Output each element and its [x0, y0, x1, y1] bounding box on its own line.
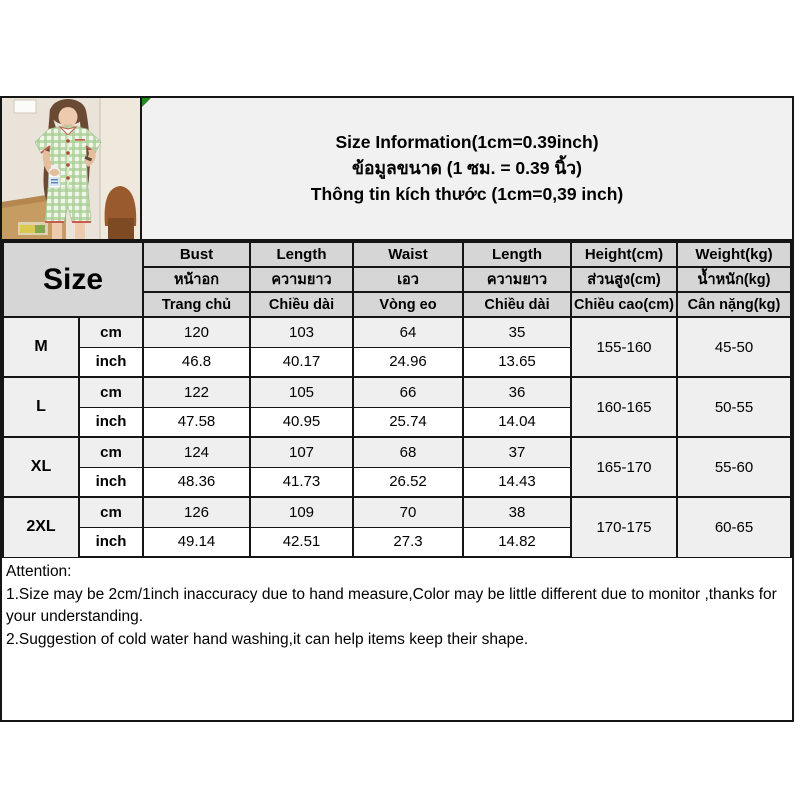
size-label-xl: XL	[3, 437, 79, 497]
cell-value: 41.73	[250, 467, 353, 497]
green-corner-marker-icon	[142, 98, 151, 107]
attention-note	[2, 558, 792, 651]
col-bust-en: Bust	[143, 242, 250, 267]
title-block	[142, 98, 792, 239]
unit-label: cm	[79, 317, 143, 347]
cell-value: 47.58	[143, 407, 250, 437]
weight-range-l: 50-55	[677, 377, 791, 437]
col-waist-vi: Vòng eo	[353, 292, 463, 317]
cell-value: 24.96	[353, 347, 463, 377]
cell-value: 38	[463, 497, 571, 527]
attention-line-2: 2.Suggestion of cold water hand washing,it can help items keep their shape.	[6, 630, 529, 648]
cell-value: 107	[250, 437, 353, 467]
cell-value: 42.51	[250, 527, 353, 557]
unit-label: inch	[79, 527, 143, 557]
size-table	[2, 241, 792, 558]
top-row	[2, 98, 792, 241]
col-height-th: ส่วนสูง(cm)	[571, 267, 677, 292]
title-thai: ข้อมูลขนาด (1 ซม. = 0.39 นิ้ว)	[352, 157, 582, 178]
col-length-vi: Chiều dài	[250, 292, 353, 317]
cell-value: 14.04	[463, 407, 571, 437]
cell-value: 49.14	[143, 527, 250, 557]
col-length-th: ความยาว	[250, 267, 353, 292]
product-photo	[2, 98, 142, 239]
size-header: Size	[3, 242, 143, 317]
cell-value: 105	[250, 377, 353, 407]
unit-label: inch	[79, 347, 143, 377]
cell-value: 66	[353, 377, 463, 407]
cell-value: 27.3	[353, 527, 463, 557]
size-label-m: M	[3, 317, 79, 377]
col-height-en: Height(cm)	[571, 242, 677, 267]
cell-value: 64	[353, 317, 463, 347]
cell-value: 126	[143, 497, 250, 527]
col-weight-en: Weight(kg)	[677, 242, 791, 267]
cell-value: 120	[143, 317, 250, 347]
cell-value: 109	[250, 497, 353, 527]
cell-value: 40.95	[250, 407, 353, 437]
weight-range-xl: 55-60	[677, 437, 791, 497]
col-waist-en: Waist	[353, 242, 463, 267]
col-weight-th: น้ำหนัก(kg)	[677, 267, 791, 292]
col-height-vi: Chiều cao(cm)	[571, 292, 677, 317]
size-label-l: L	[3, 377, 79, 437]
unit-label: inch	[79, 407, 143, 437]
cell-value: 26.52	[353, 467, 463, 497]
col-length2-en: Length	[463, 242, 571, 267]
cell-value: 37	[463, 437, 571, 467]
content-box	[0, 96, 794, 722]
title-vietnamese: Thông tin kích thước (1cm=0,39 inch)	[310, 184, 624, 205]
table-row-l-cm	[3, 377, 791, 407]
cell-value: 48.36	[143, 467, 250, 497]
unit-label: inch	[79, 467, 143, 497]
cell-value: 70	[353, 497, 463, 527]
col-length2-vi: Chiều dài	[463, 292, 571, 317]
header-row-english	[3, 242, 791, 267]
size-label-2xl: 2XL	[3, 497, 79, 557]
cell-value: 14.82	[463, 527, 571, 557]
height-range-m: 155-160	[571, 317, 677, 377]
table-row-2xl-cm	[3, 497, 791, 527]
col-bust-vi: Trang chủ	[143, 292, 250, 317]
unit-label: cm	[79, 497, 143, 527]
height-range-2xl: 170-175	[571, 497, 677, 557]
col-weight-vi: Cân nặng(kg)	[677, 292, 791, 317]
col-waist-th: เอว	[353, 267, 463, 292]
unit-label: cm	[79, 437, 143, 467]
table-row-m-cm	[3, 317, 791, 347]
col-length2-th: ความยาว	[463, 267, 571, 292]
col-bust-th: หน้าอก	[143, 267, 250, 292]
title-english: Size Information(1cm=0.39inch)	[335, 131, 599, 152]
cell-value: 122	[143, 377, 250, 407]
weight-range-2xl: 60-65	[677, 497, 791, 557]
cell-value: 13.65	[463, 347, 571, 377]
cell-value: 14.43	[463, 467, 571, 497]
attention-heading: Attention:	[6, 563, 72, 580]
pajama-model-illustration	[2, 98, 142, 239]
cell-value: 25.74	[353, 407, 463, 437]
weight-range-m: 45-50	[677, 317, 791, 377]
table-row-xl-cm	[3, 437, 791, 467]
cell-value: 40.17	[250, 347, 353, 377]
height-range-l: 160-165	[571, 377, 677, 437]
height-range-xl: 165-170	[571, 437, 677, 497]
cell-value: 35	[463, 317, 571, 347]
col-length-en: Length	[250, 242, 353, 267]
unit-label: cm	[79, 377, 143, 407]
cell-value: 36	[463, 377, 571, 407]
cell-value: 124	[143, 437, 250, 467]
cell-value: 46.8	[143, 347, 250, 377]
cell-value: 68	[353, 437, 463, 467]
attention-line-1: 1.Size may be 2cm/1inch inaccuracy due to hand measure,Color may be little different due to monitor ,thanks for your understanding.	[6, 585, 777, 625]
cell-value: 103	[250, 317, 353, 347]
